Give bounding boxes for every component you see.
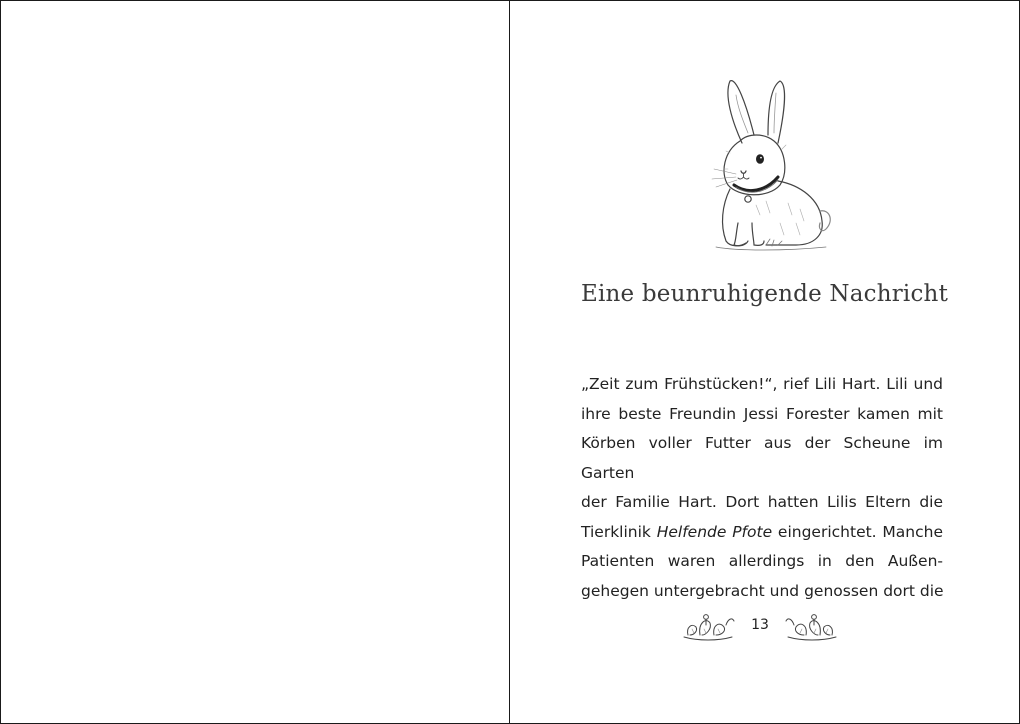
chapter-title: Eine beunruhigende Nachricht (580, 281, 949, 307)
rabbit-illustration (696, 73, 846, 253)
text-segment: eingerichtet. Manche (772, 522, 943, 541)
text-line: der Familie Hart. Dort hatten Lilis Eltern die (581, 493, 943, 511)
text-line: „Zeit zum Frühstücken!“, rief Lili Hart. Lili und (581, 375, 943, 393)
floral-ornament-icon (784, 607, 840, 643)
page-footer (680, 603, 840, 647)
body-paragraph (581, 370, 943, 606)
text-line (581, 518, 943, 548)
text-line: Körben voller Futter aus der Scheune im Garten (581, 434, 943, 482)
floral-ornament-icon (680, 607, 736, 643)
left-page-blank (1, 1, 509, 723)
text-line: ihre beste Freundin Jessi Forester kamen mit (581, 404, 943, 423)
right-page (510, 1, 1019, 723)
text-line: gehegen untergebracht und genossen dort die (581, 581, 944, 600)
text-line: Patienten waren allerdings in den Außen- (581, 552, 943, 570)
text-segment: Tierklinik (581, 522, 657, 541)
clinic-name: Helfende Pfote (656, 522, 773, 541)
page-number: 13 (751, 617, 769, 633)
